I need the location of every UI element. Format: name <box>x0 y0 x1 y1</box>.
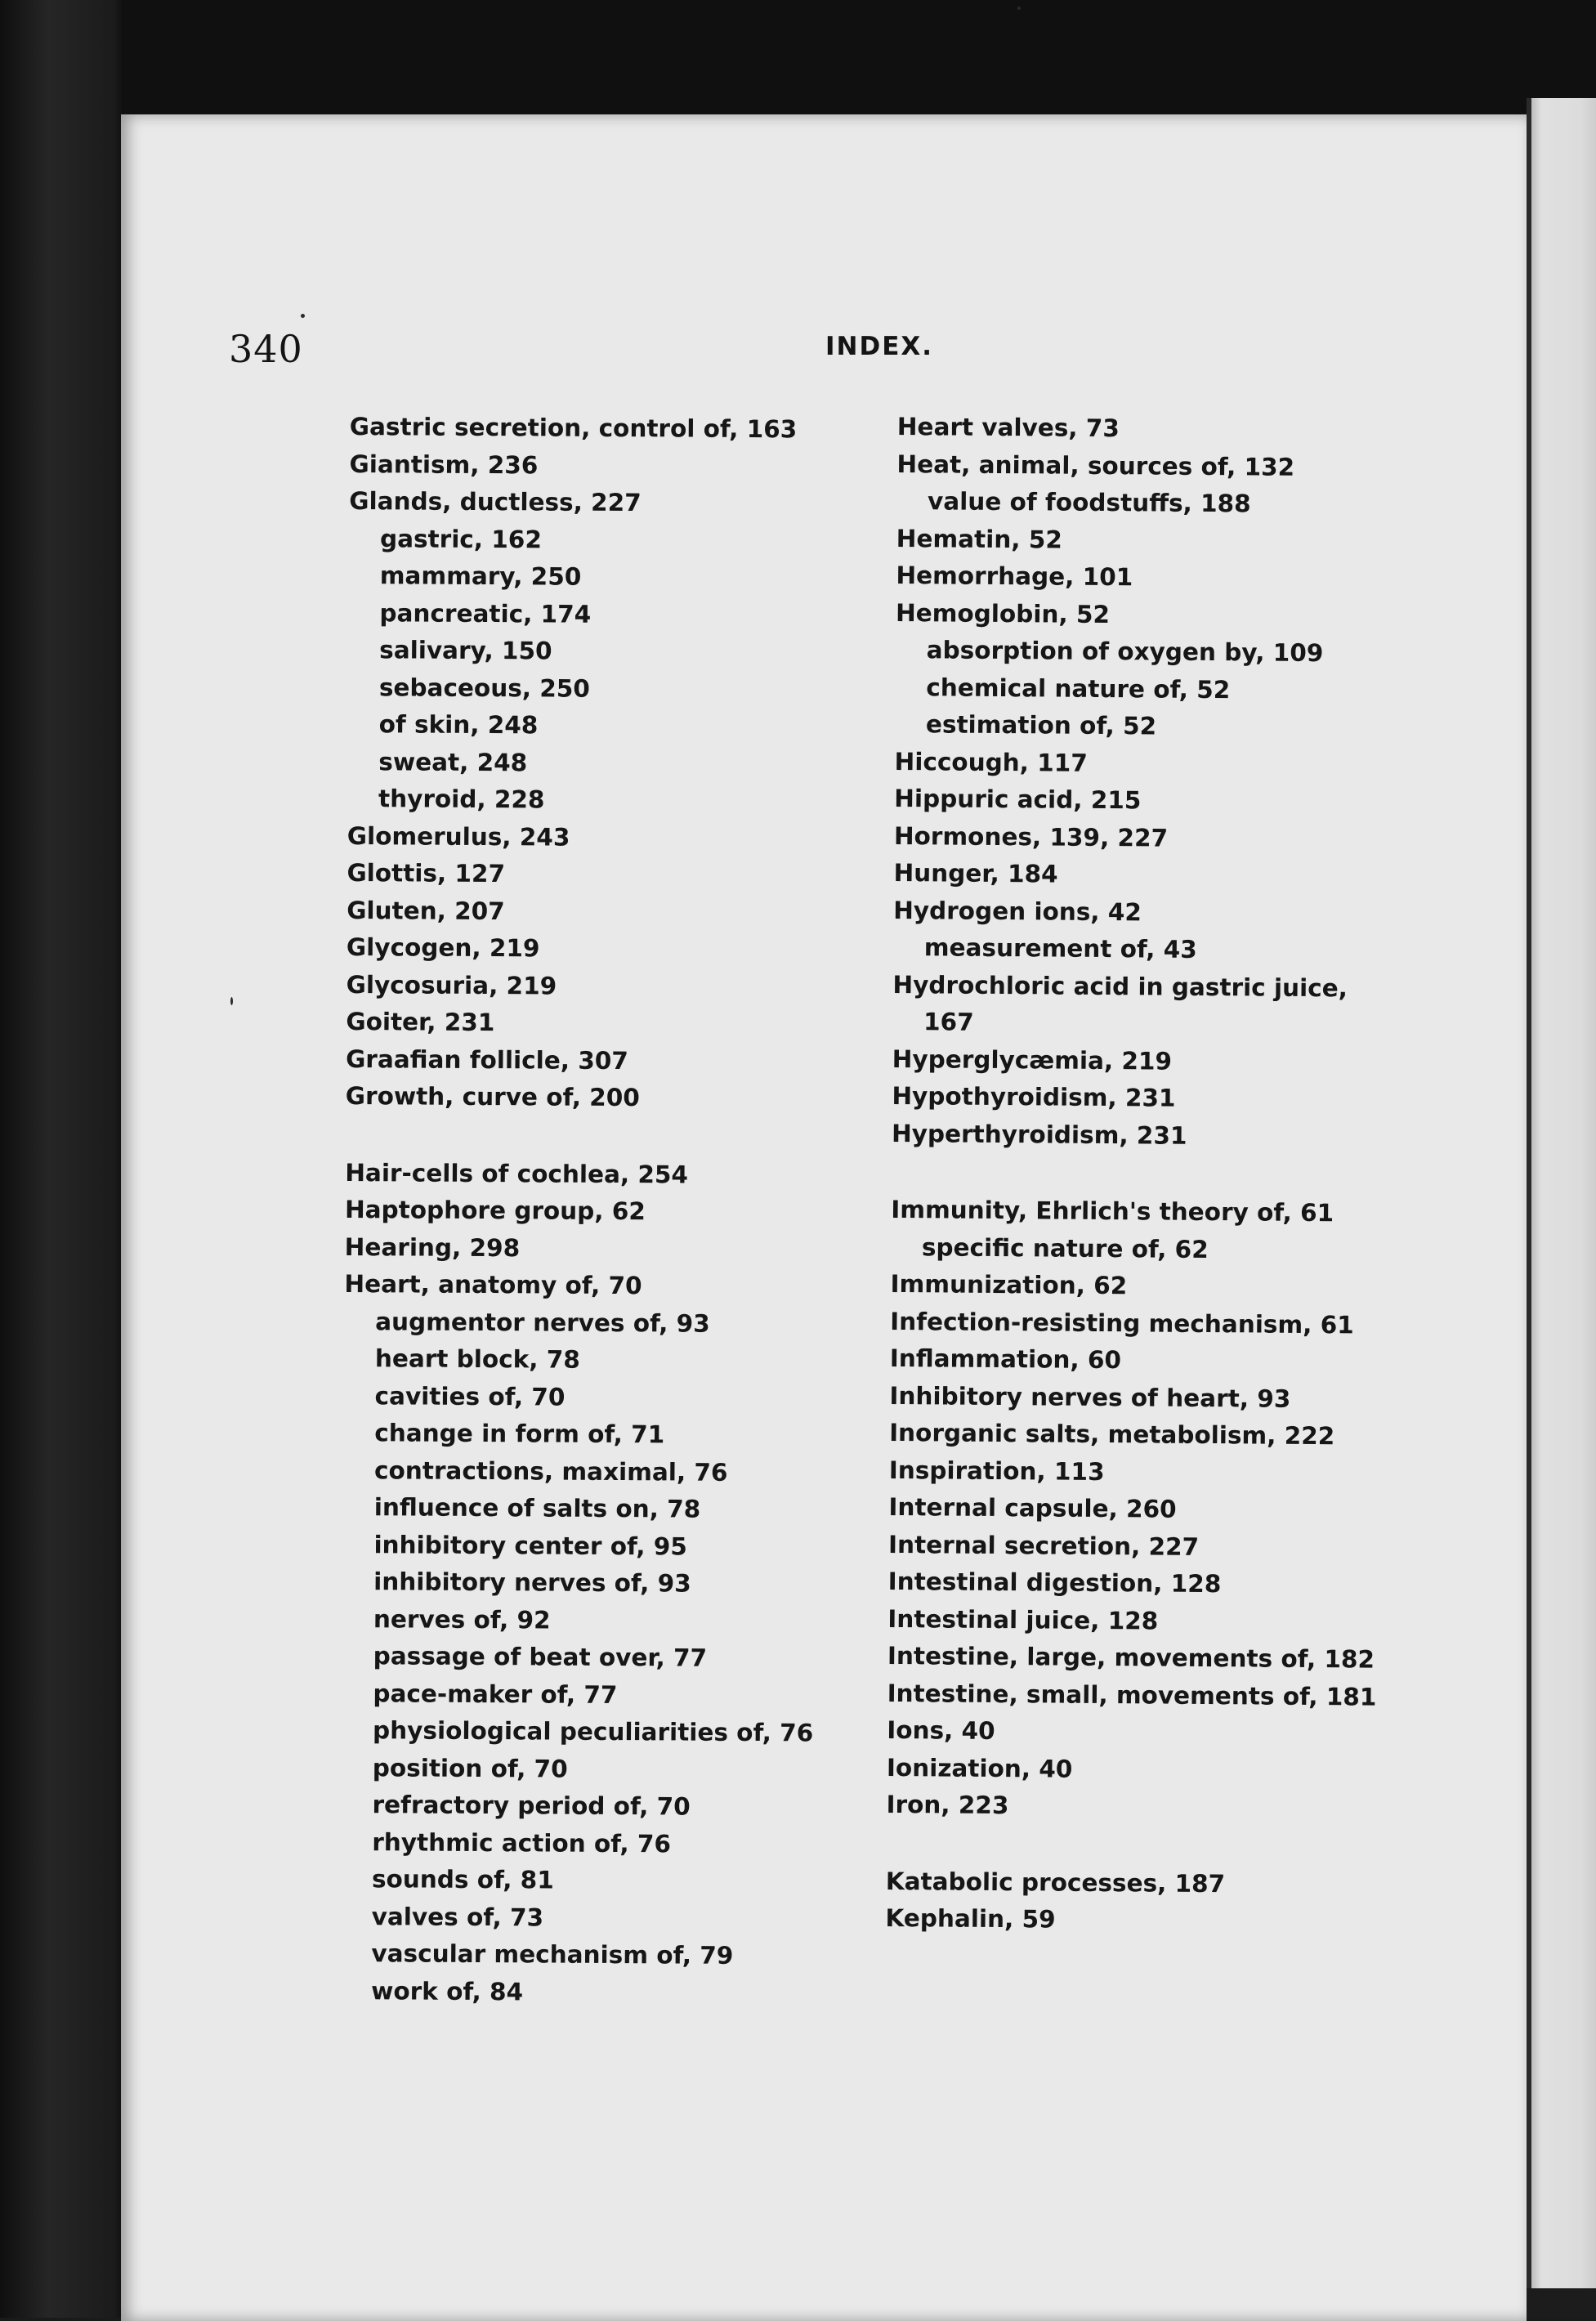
index-column-left <box>340 409 881 2013</box>
index-subentry: change in form of, 71 <box>374 1419 665 1449</box>
index-entry: Hippuric acid, 215 <box>894 784 1142 815</box>
index-subentry: augmentor nerves of, 93 <box>375 1307 710 1338</box>
index-entry: Glycogen, 219 <box>346 932 540 963</box>
index-entry: Intestinal digestion, 128 <box>887 1567 1222 1599</box>
index-entry: Heart valves, 73 <box>896 412 1120 443</box>
dust-speck <box>301 314 305 318</box>
index-entry: Hearing, 298 <box>344 1232 521 1262</box>
index-entry: Internal secretion, 227 <box>887 1530 1200 1561</box>
index-subentry: cavities of, 70 <box>374 1381 566 1411</box>
index-subentry: refractory period of, 70 <box>372 1791 691 1821</box>
running-head: INDEX. <box>825 332 934 361</box>
index-entry: Ions, 40 <box>887 1715 995 1745</box>
index-entry: Heart, anatomy of, 70 <box>344 1269 642 1300</box>
index-subentry: contractions, maximal, 76 <box>373 1456 728 1487</box>
index-entry: Haptophore group, 62 <box>344 1195 646 1226</box>
index-subentry: vascular mechanism of, 79 <box>371 1939 734 1970</box>
index-entry: Immunization, 62 <box>890 1269 1128 1300</box>
index-subentry: sounds of, 81 <box>371 1865 554 1894</box>
index-entry: Intestinal juice, 128 <box>887 1604 1159 1635</box>
index-entry: Intestine, large, movements of, 182 <box>887 1641 1375 1674</box>
index-entry: Hormones, 139, 227 <box>893 821 1169 852</box>
index-subentry: inhibitory center of, 95 <box>373 1530 687 1561</box>
index-subentry: pancreatic, 174 <box>379 598 592 628</box>
index-entry: Hyperthyroidism, 231 <box>891 1119 1187 1150</box>
index-entry: Immunity, Ehrlich's theory of, 61 <box>891 1195 1334 1228</box>
index-subentry: physiological peculiarities of, 76 <box>373 1716 814 1747</box>
index-subentry: absorption of oxygen by, 109 <box>926 636 1324 668</box>
index-subentry: mammary, 250 <box>379 561 582 591</box>
index-entry: Hematin, 52 <box>896 524 1062 554</box>
index-subentry: of skin, 248 <box>378 710 539 740</box>
index-entry: Inhibitory nerves of heart, 93 <box>889 1381 1291 1413</box>
index-entry: Gastric secretion, control of, 163 <box>349 412 798 444</box>
index-entry: Goiter, 231 <box>346 1007 495 1037</box>
index-entry: Graafian follicle, 307 <box>346 1044 628 1075</box>
index-subentry: valves of, 73 <box>371 1902 544 1931</box>
index-subentry: passage of beat over, 77 <box>373 1642 708 1672</box>
index-subentry: specific nature of, 62 <box>921 1232 1209 1263</box>
index-entry: Heat, animal, sources of, 132 <box>896 449 1295 481</box>
index-entry: Glottis, 127 <box>346 858 506 888</box>
index-entry: Glycosuria, 219 <box>346 970 557 1000</box>
facing-page-edge <box>1527 98 1596 2318</box>
index-subentry: sweat, 248 <box>378 747 528 776</box>
index-subentry: pace-maker of, 77 <box>373 1679 618 1709</box>
index-subentry: thyroid, 228 <box>378 785 545 814</box>
index-entry: Inorganic salts, metabolism, 222 <box>889 1418 1335 1451</box>
index-entry: Hyperglycæmia, 219 <box>892 1044 1173 1076</box>
index-entry: Intestine, small, movements of, 181 <box>887 1679 1377 1711</box>
index-subentry: estimation of, 52 <box>925 710 1157 740</box>
index-entry: Hiccough, 117 <box>894 747 1088 777</box>
index-subentry: position of, 70 <box>372 1753 568 1783</box>
index-entry: Iron, 223 <box>886 1790 1009 1820</box>
page-number: 340 <box>229 327 303 371</box>
index-entry: Hypothyroidism, 231 <box>892 1081 1176 1112</box>
index-entry: Giantism, 236 <box>349 449 539 479</box>
index-subentry: influence of salts on, 78 <box>373 1493 701 1523</box>
dust-speck <box>1017 7 1021 10</box>
index-subentry: 167 <box>923 1008 974 1036</box>
index-column-right <box>885 409 1428 1942</box>
index-entry: Growth, curve of, 200 <box>345 1081 640 1112</box>
index-entry: Inflammation, 60 <box>889 1344 1122 1375</box>
index-subentry: chemical nature of, 52 <box>926 673 1231 704</box>
index-entry: Hemorrhage, 101 <box>896 561 1133 592</box>
index-entry: Hunger, 184 <box>893 858 1058 888</box>
index-subentry: nerves of, 92 <box>373 1604 551 1635</box>
index-entry: Glands, ductless, 227 <box>349 486 642 517</box>
index-subentry: inhibitory nerves of, 93 <box>373 1567 691 1598</box>
index-entry: Hydrochloric acid in gastric juice, <box>892 970 1348 1002</box>
index-subentry: rhythmic action of, 76 <box>372 1827 672 1858</box>
index-entry: Gluten, 207 <box>346 896 505 925</box>
index-subentry: sebaceous, 250 <box>378 673 590 703</box>
index-entry: Internal capsule, 260 <box>888 1492 1177 1523</box>
index-subentry: heart block, 78 <box>374 1344 580 1374</box>
index-entry: Glomerulus, 243 <box>346 821 570 852</box>
index-entry: Ionization, 40 <box>886 1753 1073 1783</box>
index-entry: Hemoglobin, 52 <box>895 598 1111 628</box>
index-entry: Infection-resisting mechanism, 61 <box>890 1307 1354 1339</box>
index-subentry: work of, 84 <box>371 1976 524 2006</box>
index-entry: Inspiration, 113 <box>888 1456 1105 1486</box>
index-subentry: measurement of, 43 <box>923 933 1197 964</box>
index-subentry: salivary, 150 <box>379 636 552 665</box>
index-subentry: gastric, 162 <box>379 524 543 553</box>
index-subentry: value of foodstuffs, 188 <box>927 487 1251 518</box>
index-entry: Hydrogen ions, 42 <box>893 896 1142 926</box>
dust-speck <box>230 997 233 1005</box>
index-entry: Katabolic processes, 187 <box>885 1867 1226 1898</box>
index-entry: Hair-cells of cochlea, 254 <box>345 1158 689 1189</box>
index-entry: Kephalin, 59 <box>885 1903 1056 1934</box>
